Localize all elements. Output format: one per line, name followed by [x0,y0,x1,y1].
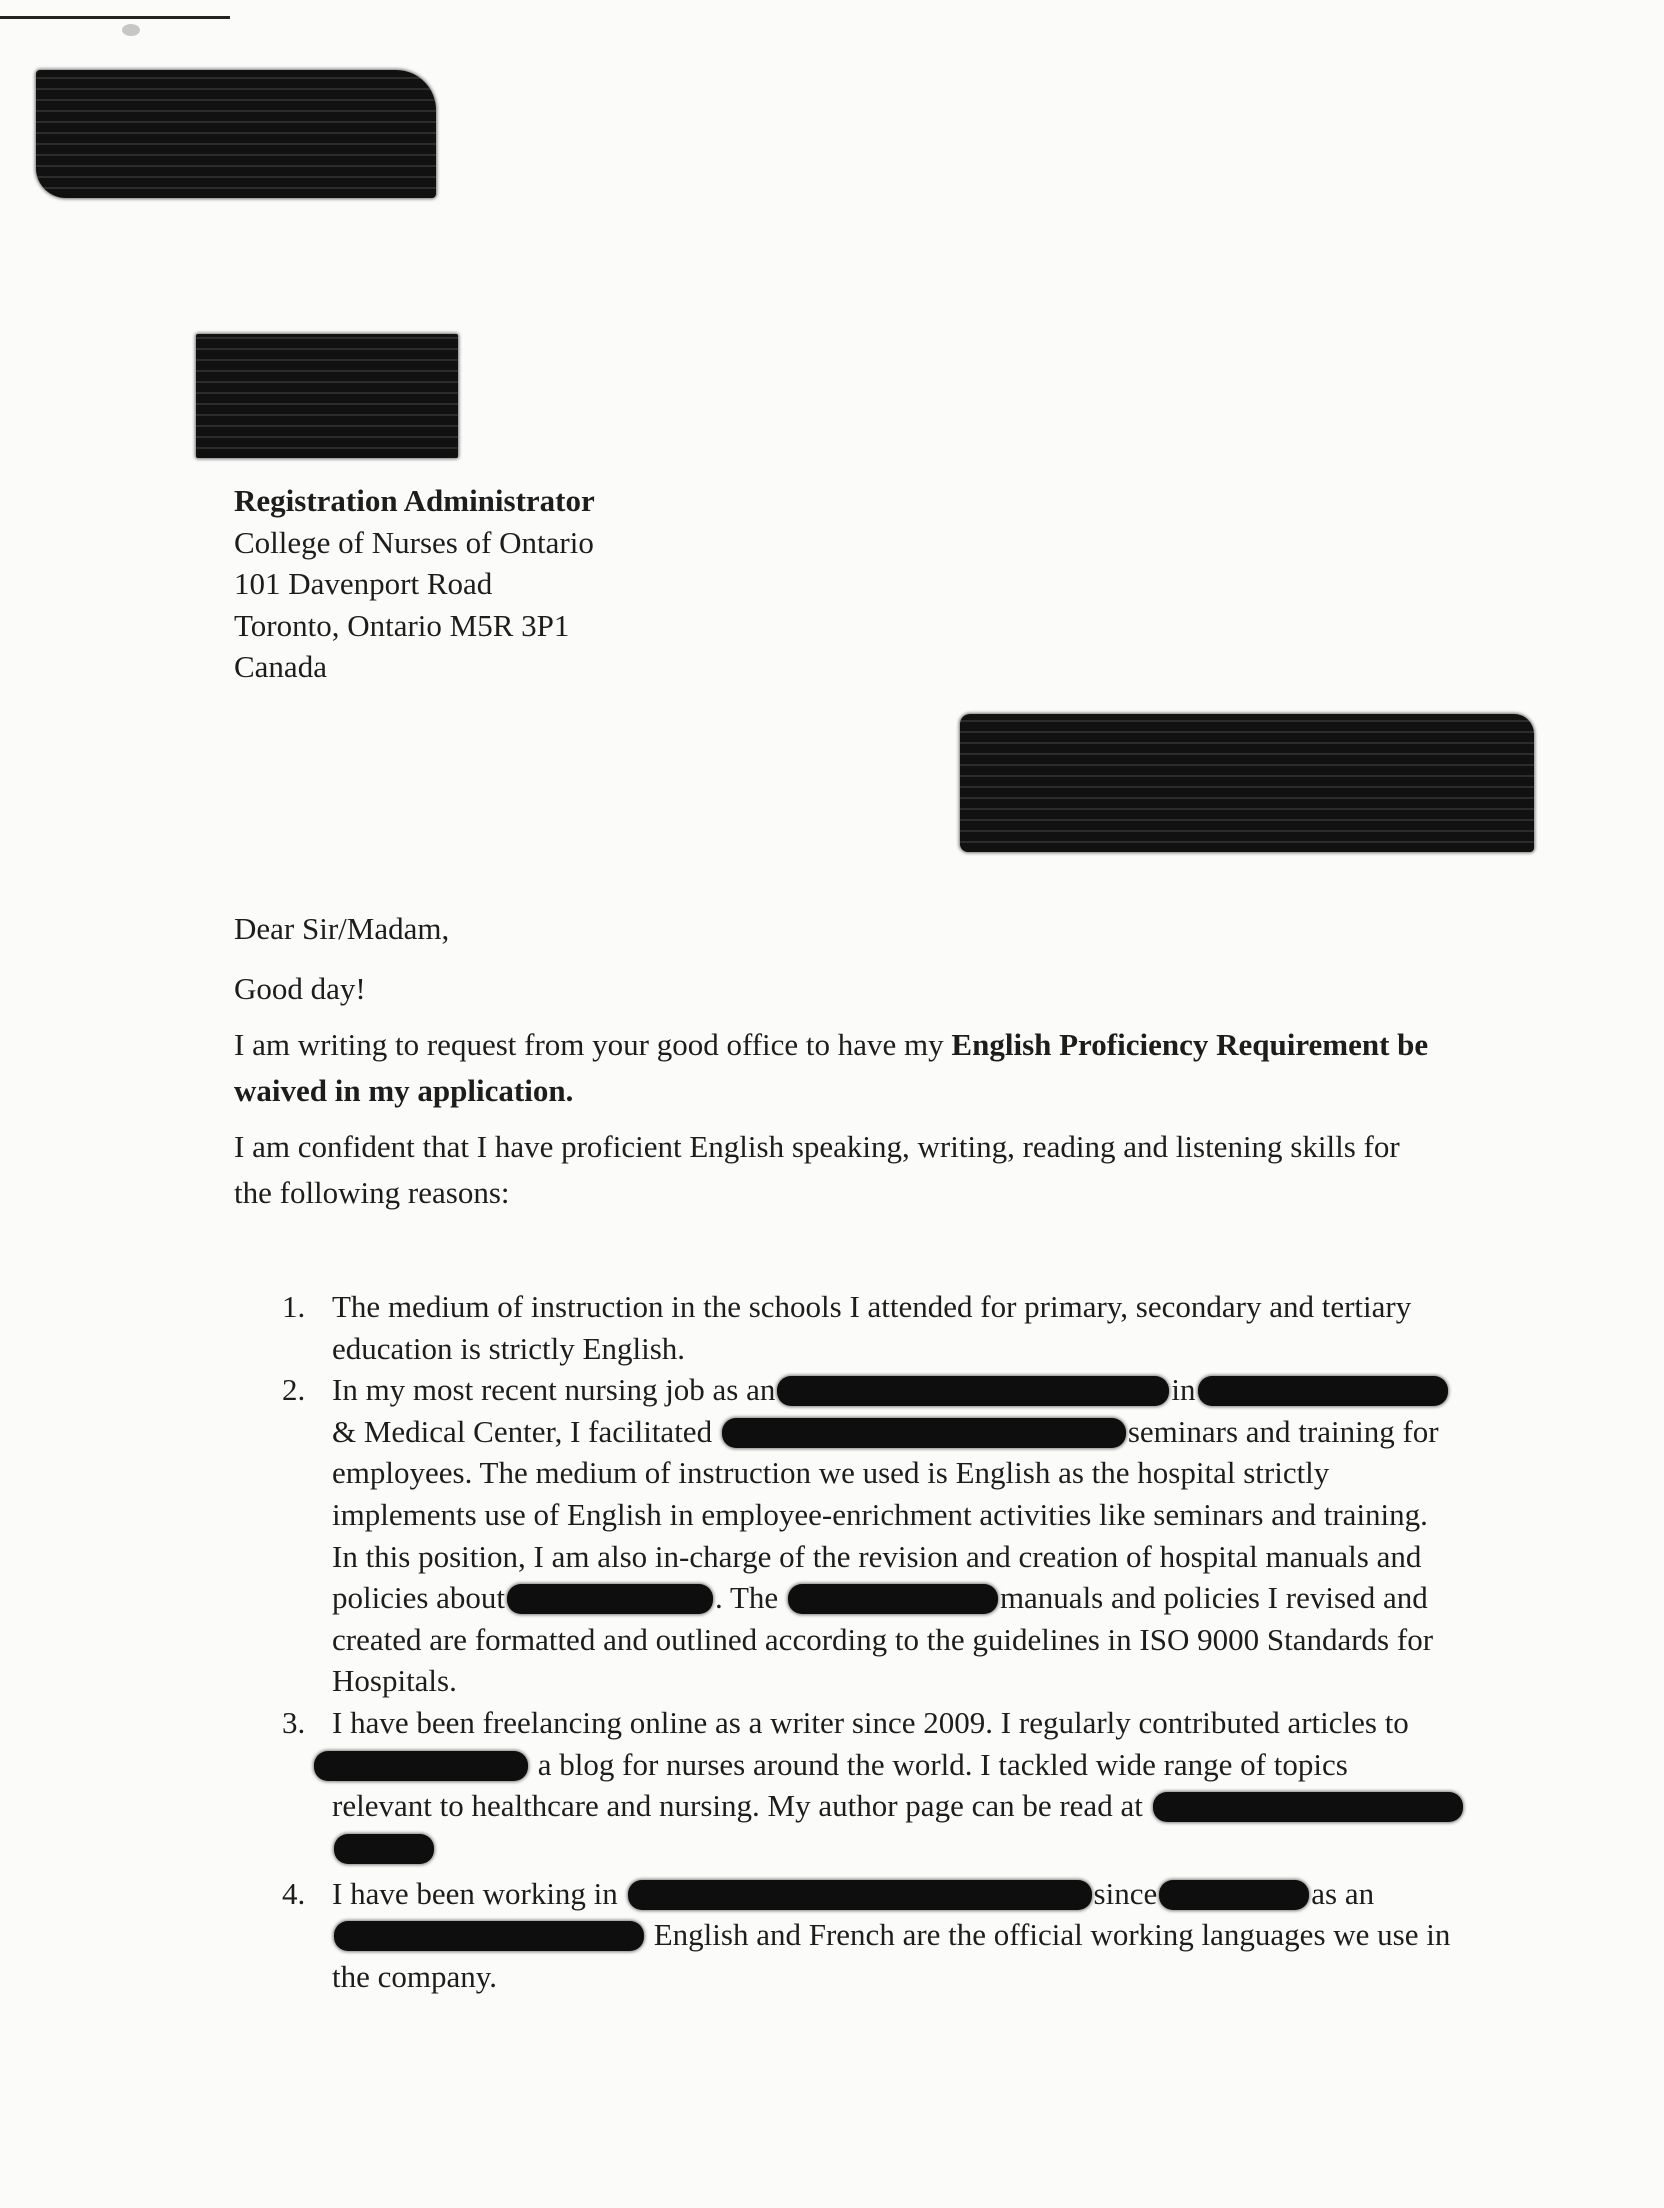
recipient-title: Registration Administrator [234,483,595,518]
redacted-inline [722,1418,1126,1448]
redacted-inline [314,1751,528,1781]
list-number: 3. [282,1704,306,1740]
list-number: 4. [282,1875,306,1911]
confidence-line-1: I am confident that I have proficient English speaking, writing, reading and listening skills for [234,1129,1400,1164]
list-item [282,1873,1465,1998]
request-prefix: I am writing to request from your good office to have my [234,1027,952,1062]
reason-line: the company. [332,1958,497,1994]
redacted-inline [334,1834,434,1864]
reason-text: a blog for nurses around the world. I tackled wide range of topics [537,1746,1348,1782]
list-number: 1. [282,1289,306,1324]
request-bold-1: English Proficiency Requirement be [951,1027,1429,1062]
reason-text: manuals and policies I revised and [999,1580,1428,1616]
reason-text: English and French are the official working languages we use in [653,1917,1451,1953]
redacted-inline [788,1584,998,1614]
redacted-date-block [960,714,1534,852]
redacted-sender-block [36,70,436,198]
reason-line: Hospitals. [332,1663,457,1699]
greeting: Good day! [234,971,366,1006]
confidence-line-2: the following reasons: [234,1175,510,1210]
redacted-inline [334,1921,644,1951]
redacted-inline [507,1584,713,1614]
request-paragraph [234,1022,1474,1114]
recipient-address [234,480,595,688]
salutation: Dear Sir/Madam, [234,911,450,946]
reason-line: employees. The medium of instruction we used is English as the hospital strictly [332,1455,1330,1491]
recipient-country: Canada [234,649,327,684]
reason-line: created are formatted and outlined according to the guidelines in ISO 9000 Standards for [332,1621,1434,1657]
redacted-inline [1153,1792,1463,1822]
reason-line: In this position, I am also in-charge of the revision and creation of hospital manuals and [332,1538,1422,1574]
redacted-inline [1198,1376,1448,1406]
list-item [282,1702,1465,1873]
list-number: 2. [282,1372,306,1408]
recipient-org: College of Nurses of Ontario [234,524,594,560]
scan-top-line [0,16,230,19]
list-item [282,1286,1465,1369]
reason-text: I have been working in [332,1875,618,1911]
redacted-inline [1159,1880,1309,1910]
reason-line: The medium of instruction in the schools I attended for primary, secondary and tertiary [332,1289,1412,1324]
reason-line: I have been freelancing online as a writer since 2009. I regularly contributed articles to [332,1704,1409,1740]
reasons-list [282,1286,1465,1998]
confidence-paragraph [234,1124,1474,1216]
reason-text: In my most recent nursing job as an [332,1372,776,1408]
reason-text: as an [1311,1875,1375,1911]
recipient-street: 101 Davenport Road [234,566,493,601]
reason-text: relevant to healthcare and nursing. My author page can be read at [332,1788,1143,1824]
redacted-inline [777,1376,1169,1406]
reason-line: education is strictly English. [332,1330,686,1366]
reason-text: in [1171,1372,1196,1408]
reason-text: seminars and training for [1127,1413,1439,1449]
reason-text: policies about [332,1580,506,1616]
reason-text: . The [715,1580,779,1616]
list-item [282,1369,1465,1702]
scan-speck [122,24,140,36]
request-bold-2: waived in my application. [234,1073,574,1108]
recipient-city: Toronto, Ontario M5R 3P1 [234,607,570,643]
reason-text: & Medical Center, I facilitated [332,1413,713,1449]
redacted-sender-address [196,334,458,458]
reason-line: implements use of English in employee-enrichment activities like seminars and training. [332,1496,1428,1532]
redacted-inline [628,1880,1092,1910]
reason-text: since [1093,1875,1158,1911]
